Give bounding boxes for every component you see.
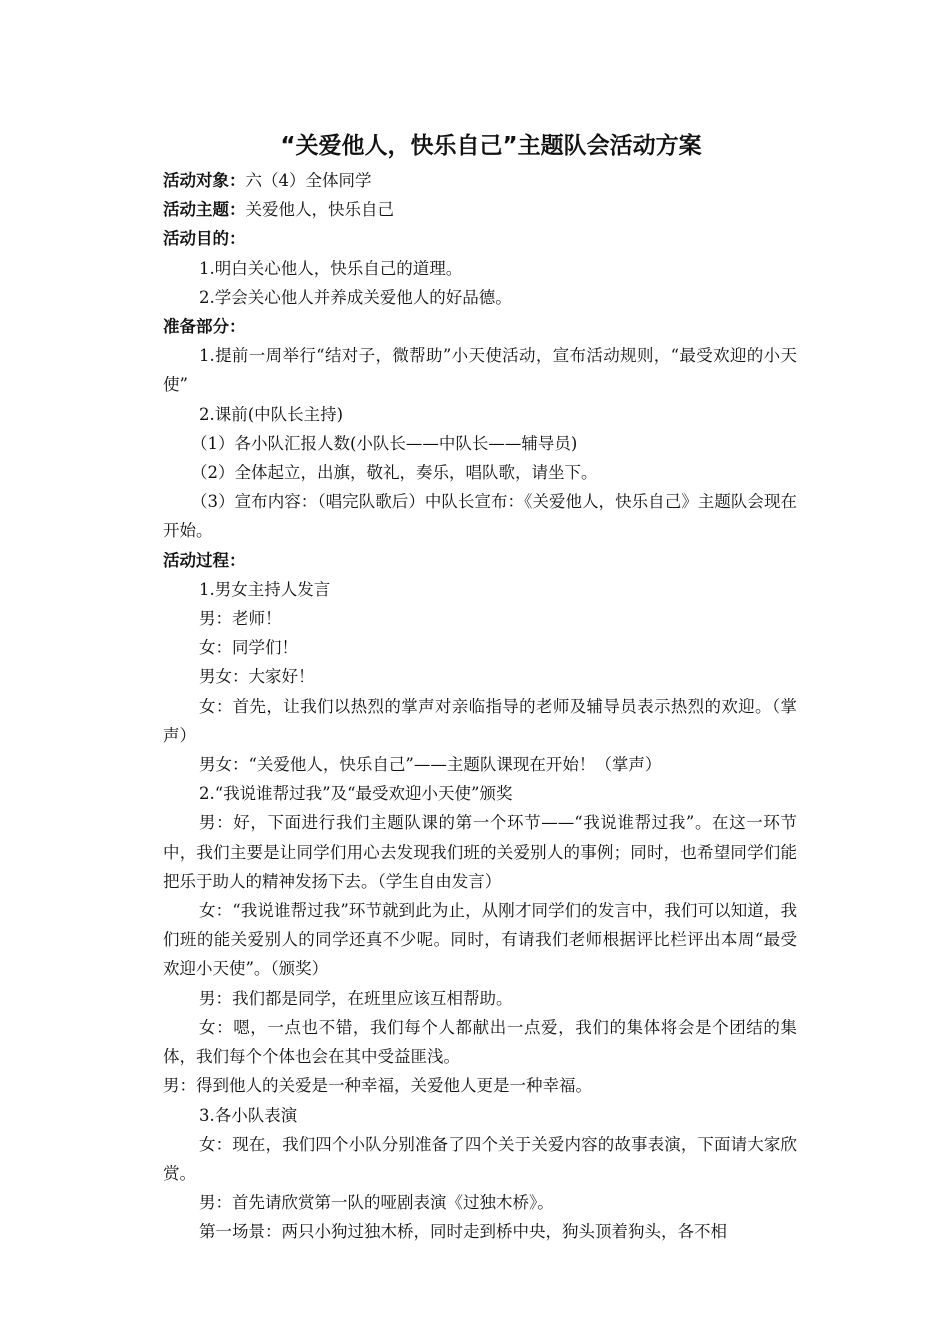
- theme-line: [163, 195, 797, 224]
- target-value: 六（4）全体同学: [245, 171, 372, 190]
- target-label: 活动对象：: [163, 171, 246, 190]
- process-paragraph: 1.男女主持人发言: [199, 579, 331, 599]
- purpose-label: 活动目的：: [163, 229, 246, 249]
- process-paragraph: 女：现在，我们四个小队分别准备了四个关于关爱内容的故事表演，下面请大家欣赏。: [163, 1134, 797, 1183]
- process-paragraph: 男：我们都是同学，在班里应该互相帮助。: [199, 988, 513, 1008]
- prep-subitem: （1）各小队汇报人数(小队长——中队长——辅导员): [191, 433, 578, 453]
- theme-value: 关爱他人，快乐自己: [245, 200, 394, 220]
- process-paragraph: 女：嗯，一点也不错，我们每个人都献出一点爱，我们的集体将会是个团结的集体，我们每个个体也会在其中受益匪浅。: [163, 1017, 797, 1067]
- process-paragraph: 第一场景：两只小狗过独木桥，同时走到桥中央，狗头顶着狗头，各不相: [199, 1222, 727, 1242]
- process-paragraph: 男：首先请欣赏第一队的哑剧表演《过独木桥》。: [199, 1193, 554, 1213]
- prep-label: 准备部分：: [163, 317, 246, 337]
- document-title: “关爱他人，快乐自己”主题队会活动方案: [280, 133, 702, 159]
- process-paragraph: 男女：大家好！: [199, 667, 315, 687]
- process-paragraph: 3.各小队表演: [199, 1105, 298, 1125]
- process-paragraph: 女：“我说谁帮过我”环节就到此为止，从刚才同学们的发言中，我们可以知道，我们班的能关爱别人的同学还真不少呢。同时，有请我们老师根据评比栏评出本周“最受欢迎小天使”。（颁奖）: [163, 901, 797, 979]
- process-paragraph: 2.“我说谁帮过我”及“最受欢迎小天使”颁奖: [199, 784, 513, 804]
- prep-subitem: （2）全体起立，出旗，敬礼，奏乐，唱队歌，请坐下。: [191, 463, 598, 483]
- process-paragraph: 男：得到他人的关爱是一种幸福，关爱他人更是一种幸福。: [163, 1076, 592, 1096]
- purpose-item: 1.明白关心他人，快乐自己的道理。: [199, 258, 463, 278]
- process-label: 活动过程：: [163, 550, 246, 570]
- process-paragraph: 女：同学们！: [199, 638, 298, 658]
- process-paragraph: 女：首先，让我们以热烈的掌声对亲临指导的老师及辅导员表示热烈的欢迎。（掌声）: [163, 696, 797, 745]
- purpose-item: 2.学会关心他人并养成关爱他人的好品德。: [199, 287, 512, 307]
- prep-item: 1.提前一周举行“结对子，微帮助”小天使活动，宣布活动规则，“最受欢迎的小天使”: [163, 346, 797, 395]
- process-paragraph: 男：老师！: [199, 609, 282, 629]
- prep-subitem: （3）宣布内容：（唱完队歌后）中队长宣布：《关爱他人，快乐自己》主题队会现在开始。: [163, 492, 797, 541]
- theme-label: 活动主题：: [163, 200, 246, 220]
- process-paragraph: 男女：“关爱他人，快乐自己”——主题队课现在开始！（掌声）: [199, 755, 662, 775]
- document-page: [163, 126, 797, 1247]
- target-line: [163, 166, 797, 195]
- process-paragraph: 男：好，下面进行我们主题队课的第一个环节——“我说谁帮过我”。在这一环节中，我们主要是让同学们用心去发现我们班的关爱别人的事例；同时，也希望同学们能把乐于助人的精神发扬下去。（学生自由发言）: [163, 813, 797, 891]
- prep-item: 2.课前(中队长主持): [199, 404, 344, 424]
